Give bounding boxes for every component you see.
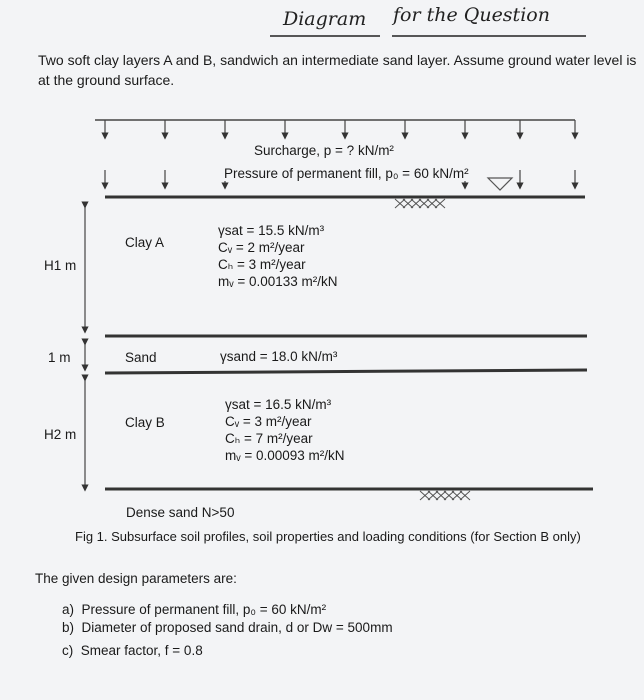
- clay-b-label: Clay B: [125, 415, 165, 430]
- ground-hatch-bottom: [420, 491, 470, 500]
- dense-sand-label: Dense sand N>50: [126, 505, 235, 520]
- intro-text: Two soft clay layers A and B, sandwich an intermediate sand layer. Assume ground water level is at the ground surface.: [38, 52, 637, 88]
- h2-dimension-label: H2 m: [44, 427, 77, 442]
- clay-b-cv: Cᵥ = 3 m²/year: [225, 414, 312, 429]
- param-text: Diameter of proposed sand drain, d or Dw = 500mm: [81, 620, 393, 635]
- clay-b-ch: Cₕ = 7 m²/year: [225, 431, 313, 446]
- h1-dimension-label: H1 m: [44, 258, 77, 273]
- clay-a-properties: [218, 222, 338, 290]
- param-item-a: [62, 602, 326, 617]
- surcharge-label: Surcharge, p = ? kN/m²: [254, 143, 394, 158]
- clay-a-mv: mᵥ = 0.00133 m²/kN: [218, 274, 338, 289]
- sand-clay-b-boundary: [105, 370, 587, 373]
- params-heading: The given design parameters are:: [35, 571, 237, 586]
- clay-b-gamma: γsat = 16.5 kN/m³: [225, 397, 332, 412]
- param-item-c: [62, 643, 203, 658]
- surcharge-arrows: [105, 120, 575, 136]
- ground-hatch-top: [395, 199, 445, 208]
- sand-gamma: γsand = 18.0 kN/m³: [220, 349, 338, 364]
- sand-thickness-label: 1 m: [48, 350, 71, 365]
- param-marker: a): [62, 602, 75, 617]
- handwritten-title-right: for the Question: [393, 4, 550, 26]
- param-marker: c): [62, 643, 74, 658]
- clay-b-mv: mᵥ = 0.00093 m²/kN: [225, 448, 345, 463]
- handwritten-title-left: Diagram: [283, 8, 367, 30]
- clay-a-gamma: γsat = 15.5 kN/m³: [218, 223, 325, 238]
- figure-caption: Fig 1. Subsurface soil profiles, soil properties and loading conditions (for Section B only): [75, 529, 581, 544]
- param-item-b: [62, 620, 393, 635]
- fill-pressure-label: Pressure of permanent fill, p₀ = 60 kN/m²: [224, 166, 469, 181]
- param-text: Pressure of permanent fill, p₀ = 60 kN/m²: [81, 602, 327, 617]
- clay-a-label: Clay A: [125, 235, 165, 250]
- clay-a-ch: Cₕ = 3 m²/year: [218, 257, 306, 272]
- sand-label: Sand: [125, 350, 157, 365]
- param-marker: b): [62, 620, 75, 635]
- clay-a-cv: Cᵥ = 2 m²/year: [218, 240, 305, 255]
- param-text: Smear factor, f = 0.8: [80, 643, 203, 658]
- clay-b-properties: [225, 396, 345, 464]
- water-table-icon: [488, 178, 512, 190]
